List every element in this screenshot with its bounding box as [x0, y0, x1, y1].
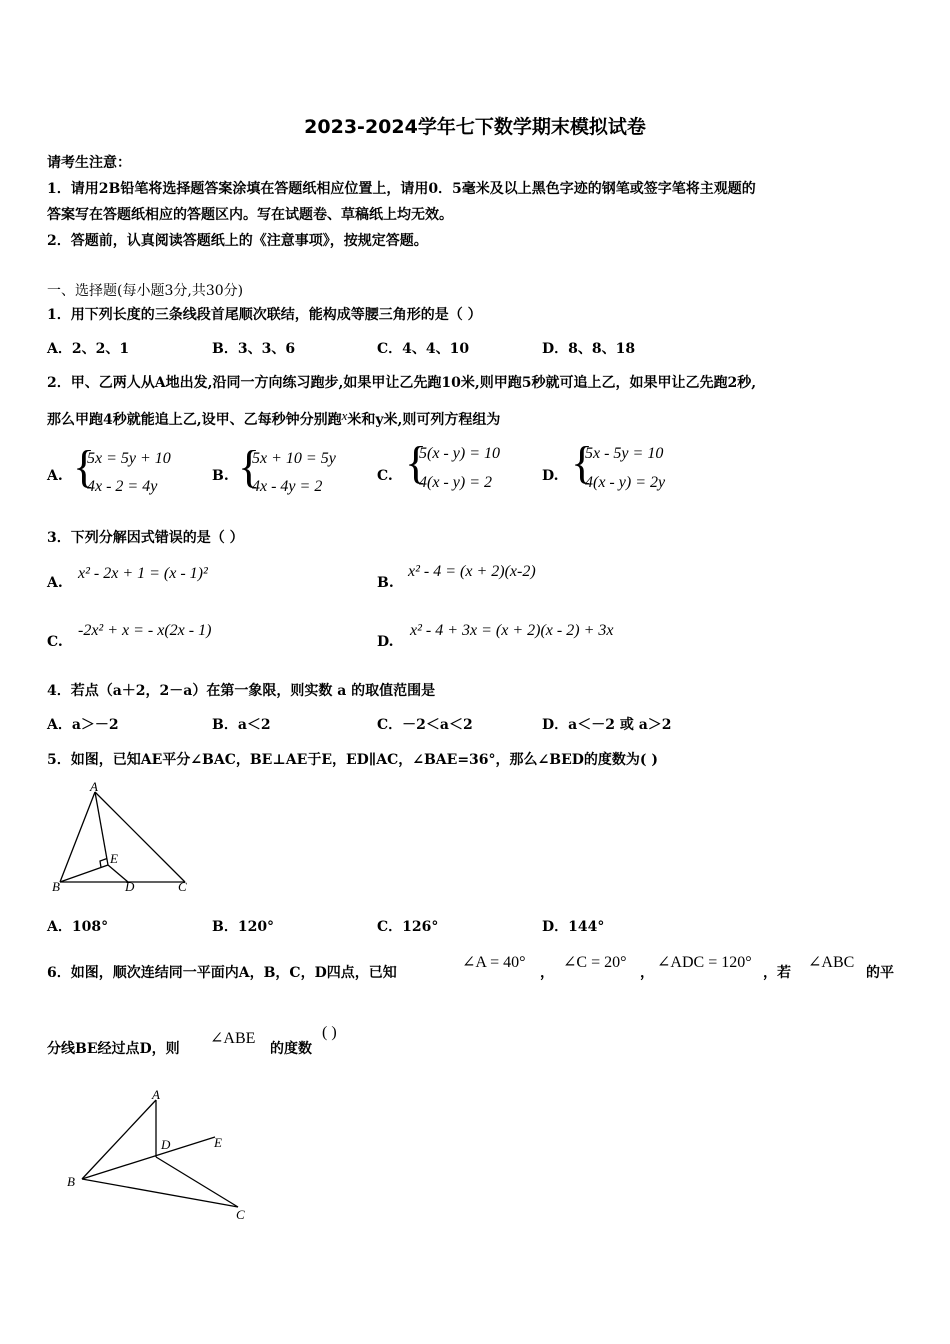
q4-option-b: B．a＜2 — [212, 717, 271, 733]
q3-option-c: -2x² + x = - x(2x - 1) — [78, 622, 212, 639]
q3-option-c-label: C. — [47, 634, 63, 650]
q4-stem: 4．若点（a＋2，2－a）在第一象限，则实数 a 的取值范围是 — [47, 683, 436, 699]
q2-stem-line2: 那么甲跑4秒就能追上乙,设甲、乙每秒钟分别跑x米和y米,则可列方程组为 — [47, 408, 501, 428]
q5-option-c: C．126° — [377, 919, 439, 935]
q3-option-a: x² - 2x + 1 = (x - 1)² — [78, 565, 208, 582]
q5-stem: 5．如图，已知AE平分∠BAC，BE⊥AE于E，ED∥AC，∠BAE=36°，那么∠BED的度数为( ) — [47, 752, 659, 768]
q6-angle-abc: ∠ABC — [808, 954, 855, 971]
q6-stem-b: ，若 — [763, 965, 791, 981]
q5-option-d: D．144° — [542, 919, 605, 935]
q5-label-c: C — [178, 879, 187, 894]
q6-sep-1: ， — [540, 965, 554, 981]
q2-option-d-label: D. — [542, 468, 559, 484]
q2-b-brace: { — [238, 441, 261, 492]
q6-angle-adc: ∠ADC = 120° — [657, 954, 752, 971]
q2-d-eq2: 4(x - y) = 2y — [585, 474, 666, 491]
q6-label-b: B — [67, 1174, 75, 1189]
notice-line2: 2．答题前，认真阅读答题纸上的《注意事项》，按规定答题。 — [47, 233, 428, 249]
q1-option-c: C．4、4、10 — [377, 341, 470, 357]
q3-option-b: x² - 4 = (x + 2)(x-2) — [408, 563, 536, 580]
q6-figure — [60, 1085, 260, 1225]
q6-label-a: A — [152, 1087, 160, 1102]
q6-angle-c: ∠C = 20° — [563, 954, 627, 971]
notice-heading: 请考生注意： — [47, 155, 131, 171]
q2-c-eq1: 5(x - y) = 10 — [419, 445, 500, 462]
q3-option-d-label: D. — [377, 634, 394, 650]
q2-b-eq2: 4x - 4y = 2 — [252, 478, 323, 495]
q6-answer-paren: ( ) — [322, 1024, 337, 1041]
q5-label-b: B — [52, 879, 60, 894]
q2-option-b-label: B. — [212, 468, 229, 484]
q6-stem-a: 6．如图，顺次连结同一平面内A，B，C，D四点，已知 — [47, 965, 397, 981]
q2-b-eq1: 5x + 10 = 5y — [252, 450, 336, 467]
q6-line2b: 的度数 — [270, 1041, 312, 1057]
q1-option-d: D．8、8、18 — [542, 341, 636, 357]
q6-angle-abe: ∠ABE — [210, 1030, 256, 1047]
q6-label-e: E — [214, 1135, 222, 1150]
section-heading: 一、选择题(每小题3分,共30分) — [47, 283, 244, 299]
q6-stem-c: 的平 — [866, 965, 894, 981]
page-title: 2023-2024学年七下数学期末模拟试卷 — [304, 116, 646, 138]
q5-option-b: B．120° — [212, 919, 275, 935]
notice-line1b: 答案写在答题纸相应的答题区内。写在试题卷、草稿纸上均无效。 — [47, 207, 453, 223]
q2-a-eq2: 4x - 2 = 4y — [87, 478, 158, 495]
q6-label-d: D — [161, 1137, 171, 1152]
q5-figure — [40, 778, 200, 898]
q4-option-d: D．a＜－2 或 a＞2 — [542, 717, 672, 733]
q2-d-eq1: 5x - 5y = 10 — [585, 445, 664, 462]
q5-label-d: D — [125, 879, 135, 894]
q3-option-b-label: B. — [377, 575, 394, 591]
q2-option-c-label: C. — [377, 468, 393, 484]
q1-stem: 1．用下列长度的三条线段首尾顺次联结，能构成等腰三角形的是（ ） — [47, 307, 482, 323]
q2-option-a-label: A. — [47, 468, 63, 484]
q4-option-c: C．－2＜a＜2 — [377, 717, 473, 733]
q2-a-brace: { — [73, 441, 96, 492]
q2-c-brace: { — [405, 437, 428, 488]
q3-option-d: x² - 4 + 3x = (x + 2)(x - 2) + 3x — [410, 622, 614, 639]
q6-sep-2: ， — [640, 965, 654, 981]
notice-line1a: 1．请用2B铅笔将选择题答案涂填在答题纸相应位置上，请用0．5毫米及以上黑色字迹的钢笔或签字笔将主观题的 — [47, 181, 756, 197]
q6-line2a: 分线BE经过点D，则 — [47, 1041, 180, 1057]
q2-a-eq1: 5x = 5y + 10 — [87, 450, 171, 467]
q2-c-eq2: 4(x - y) = 2 — [419, 474, 492, 491]
q3-stem: 3．下列分解因式错误的是（ ） — [47, 530, 244, 546]
q2-d-brace: { — [571, 437, 594, 488]
q5-option-a: A．108° — [47, 919, 109, 935]
q1-option-b: B．3、3、6 — [212, 341, 296, 357]
q5-label-a: A — [90, 779, 98, 794]
q4-option-a: A．a＞－2 — [47, 717, 119, 733]
q6-label-c: C — [236, 1207, 245, 1222]
q5-label-e: E — [110, 851, 118, 866]
q2-stem-line1: 2．甲、乙两人从A地出发,沿同一方向练习跑步,如果甲让乙先跑10米,则甲跑5秒就可追上乙，如果甲让乙先跑2秒, — [47, 375, 757, 391]
q3-option-a-label: A. — [47, 575, 63, 591]
q1-option-a: A．2、2、1 — [47, 341, 130, 357]
q6-angle-a: ∠A = 40° — [462, 954, 526, 971]
